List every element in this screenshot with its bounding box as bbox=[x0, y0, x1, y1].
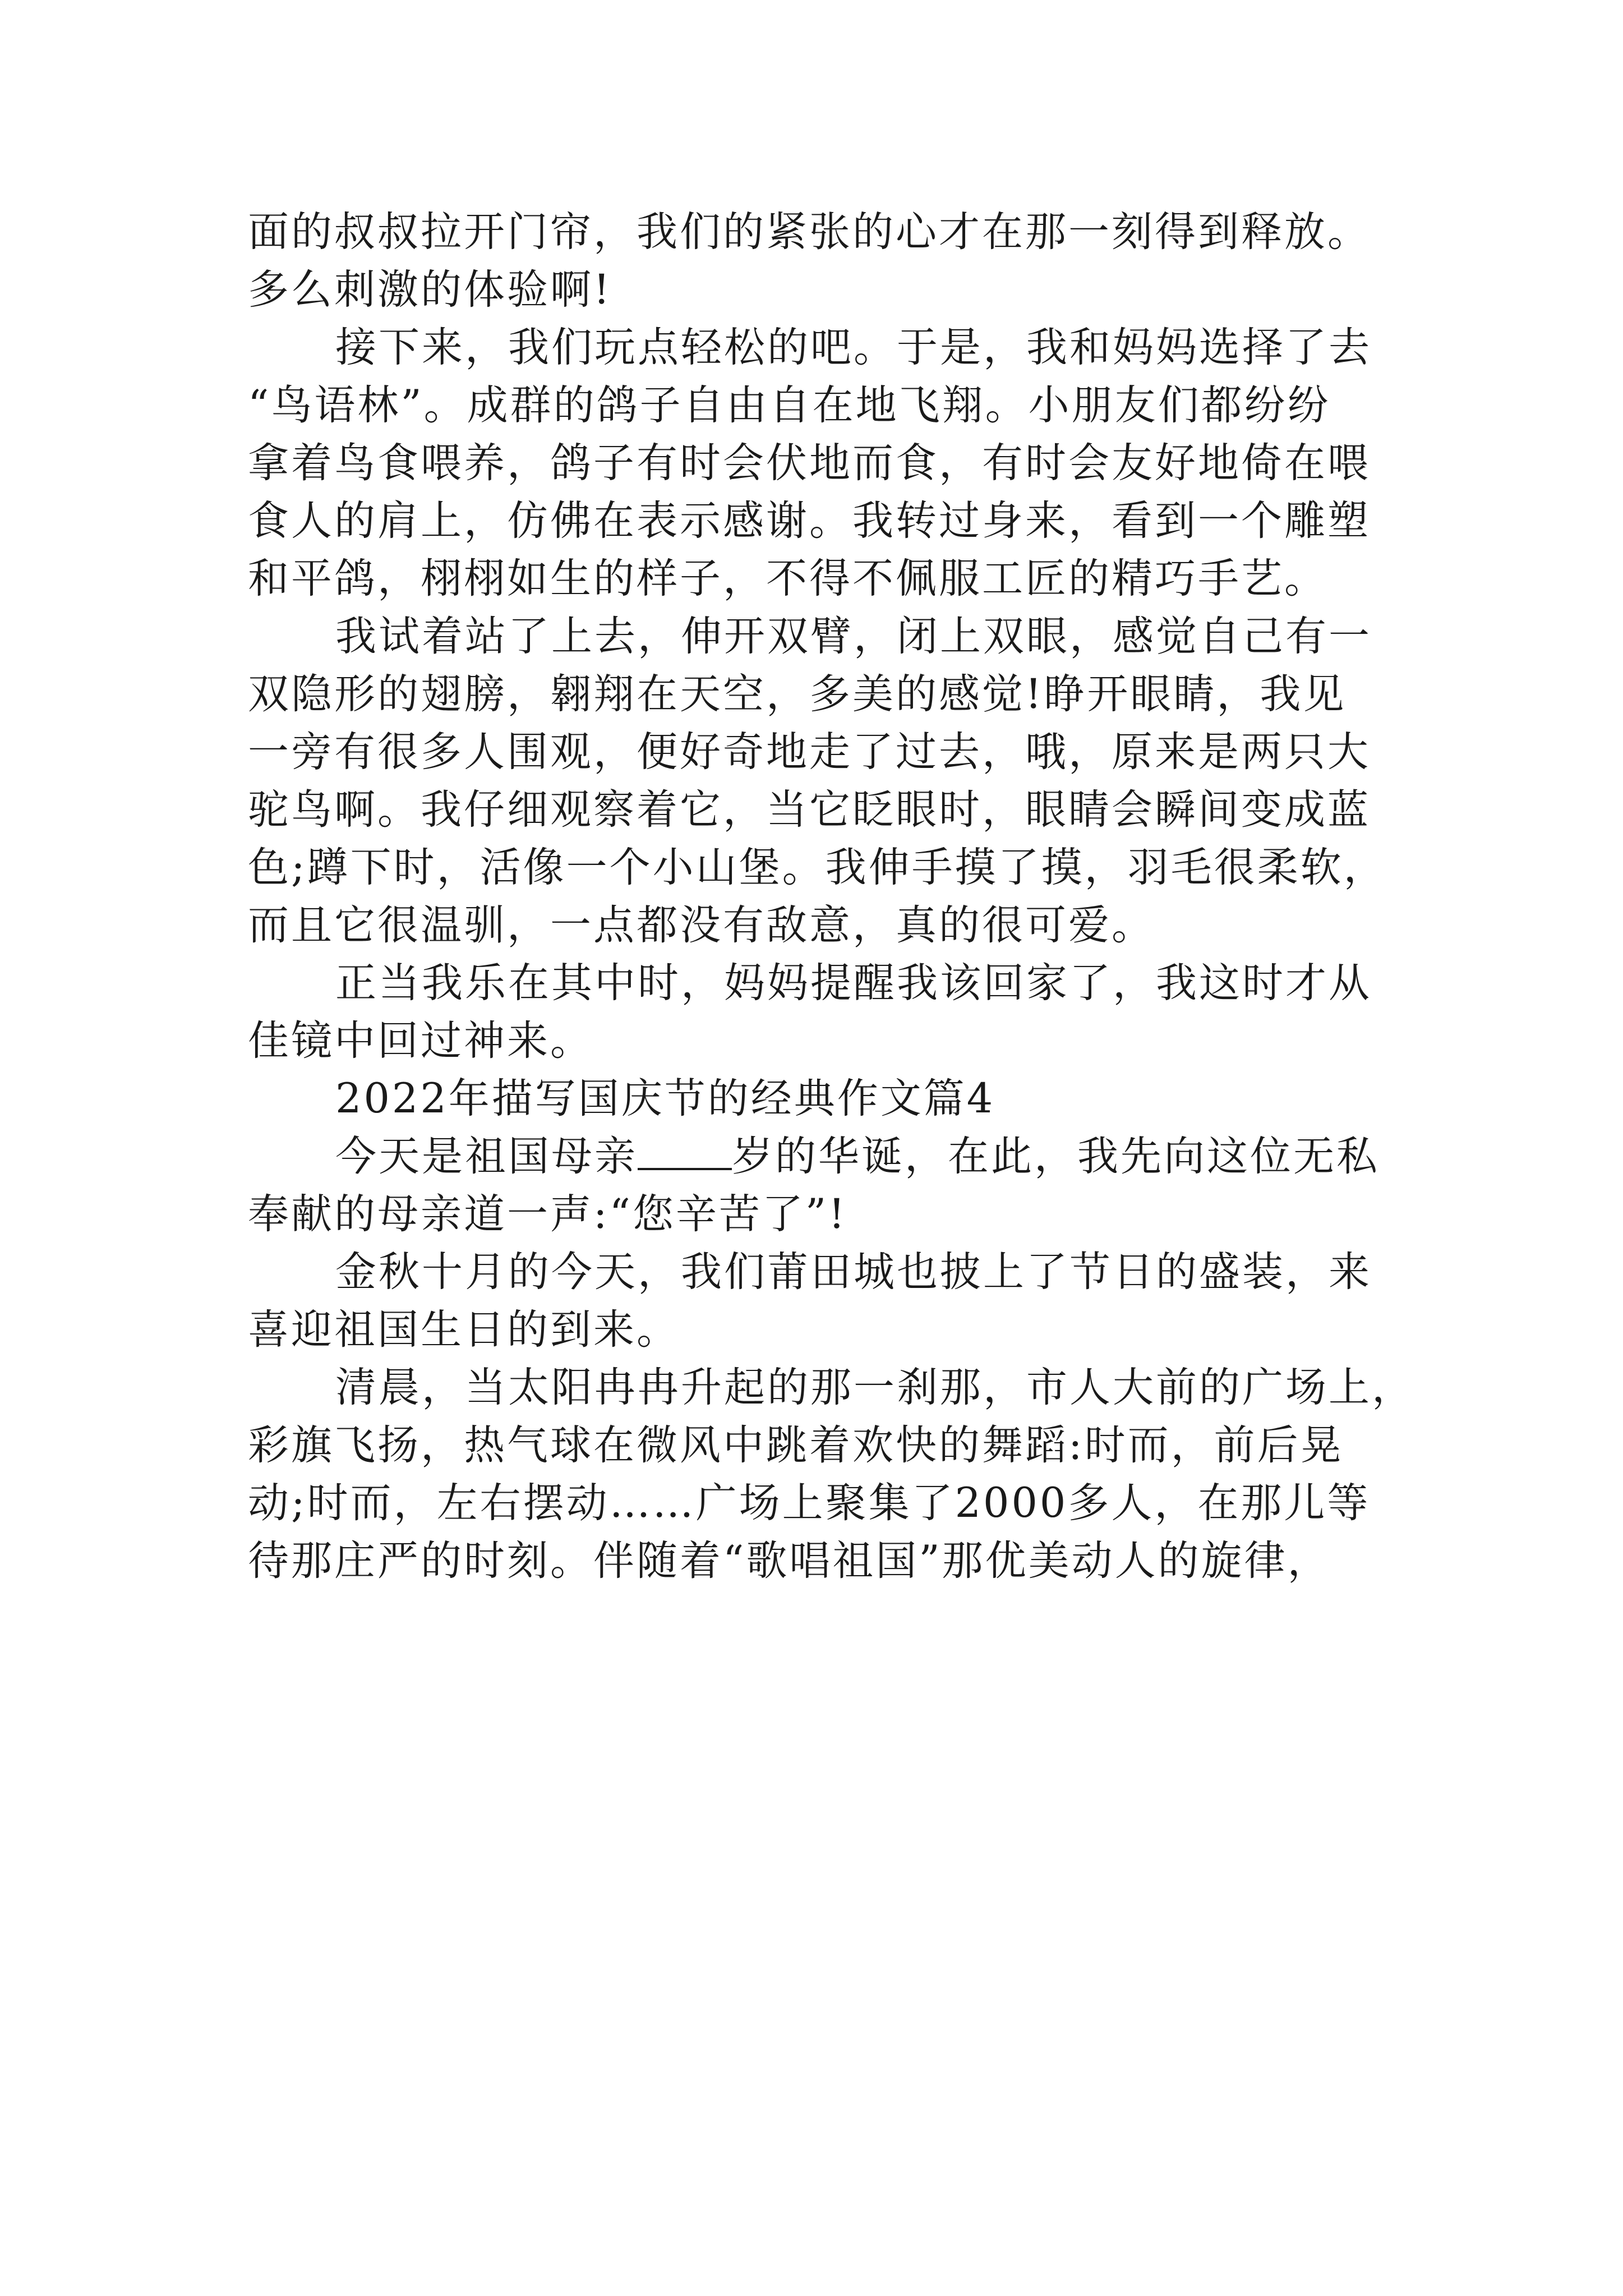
document-body bbox=[248, 203, 1415, 1590]
text-line: 奉献的母亲道一声:“您辛苦了”! bbox=[248, 1190, 847, 1238]
text-line: 和平鸽，栩栩如生的样子，不得不佩服工匠的精巧手艺。 bbox=[248, 555, 1327, 602]
text-line: 一旁有很多人围观，便好奇地走了过去，哦，原来是两只大 bbox=[248, 728, 1371, 776]
paragraph-start: 我试着站了上去，伸开双臂，闭上双眼，感觉自己有一 bbox=[335, 613, 1372, 660]
text-line: 动;时而，左右摆动……广场上聚集了2000多人，在那儿等 bbox=[248, 1479, 1371, 1527]
text-line: “鸟语林”。成群的鸽子自由自在地飞翔。小朋友们都纷纷 bbox=[248, 381, 1331, 429]
text-line: 食人的肩上，仿佛在表示感谢。我转过身来，看到一个雕塑 bbox=[248, 497, 1371, 545]
text-line: 待那庄严的时刻。伴随着“歌唱祖国”那优美动人的旋律， bbox=[248, 1537, 1331, 1585]
text-line: 拿着鸟食喂养，鸽子有时会伏地而食，有时会友好地倚在喂 bbox=[248, 439, 1371, 487]
text-line: 多么刺激的体验啊! bbox=[248, 266, 612, 314]
paragraph-start: 正当我乐在其中时，妈妈提醒我该回家了，我这时才从 bbox=[335, 959, 1372, 1007]
text-line: 佳镜中回过神来。 bbox=[248, 1017, 593, 1065]
text-before-blank: 今天是祖国母亲 bbox=[335, 1133, 638, 1180]
text-line: 彩旗飞扬，热气球在微风中跳着欢快的舞蹈:时而，前后晃 bbox=[248, 1421, 1344, 1469]
fill-in-blank bbox=[638, 1133, 732, 1170]
text-line: 喜迎祖国生日的到来。 bbox=[248, 1306, 680, 1354]
text-after-blank: 岁的华诞，在此，我先向这位无私 bbox=[732, 1133, 1380, 1180]
text-line: 面的叔叔拉开门帘，我们的紧张的心才在那一刻得到释放。 bbox=[248, 208, 1371, 256]
text-line: 而且它很温驯，一点都没有敌意，真的很可爱。 bbox=[248, 901, 1155, 949]
paragraph-start: 金秋十月的今天，我们莆田城也披上了节日的盛装，来 bbox=[335, 1248, 1372, 1296]
text-line: 双隐形的翅膀，翱翔在天空，多美的感觉!睁开眼睛，我见 bbox=[248, 670, 1347, 718]
paragraph-start: 接下来，我们玩点轻松的吧。于是，我和妈妈选择了去 bbox=[335, 324, 1372, 371]
paragraph-start bbox=[248, 1128, 1380, 1185]
paragraph-start: 清晨，当太阳冉冉升起的那一刹那，市人大前的广场上， bbox=[335, 1364, 1415, 1411]
text-line: 驼鸟啊。我仔细观察着它，当它眨眼时，眼睛会瞬间变成蓝 bbox=[248, 786, 1371, 834]
section-heading: 2022年描写国庆节的经典作文篇4 bbox=[335, 1075, 995, 1122]
text-line: 色;蹲下时，活像一个小山堡。我伸手摸了摸，羽毛很柔软， bbox=[248, 844, 1387, 891]
